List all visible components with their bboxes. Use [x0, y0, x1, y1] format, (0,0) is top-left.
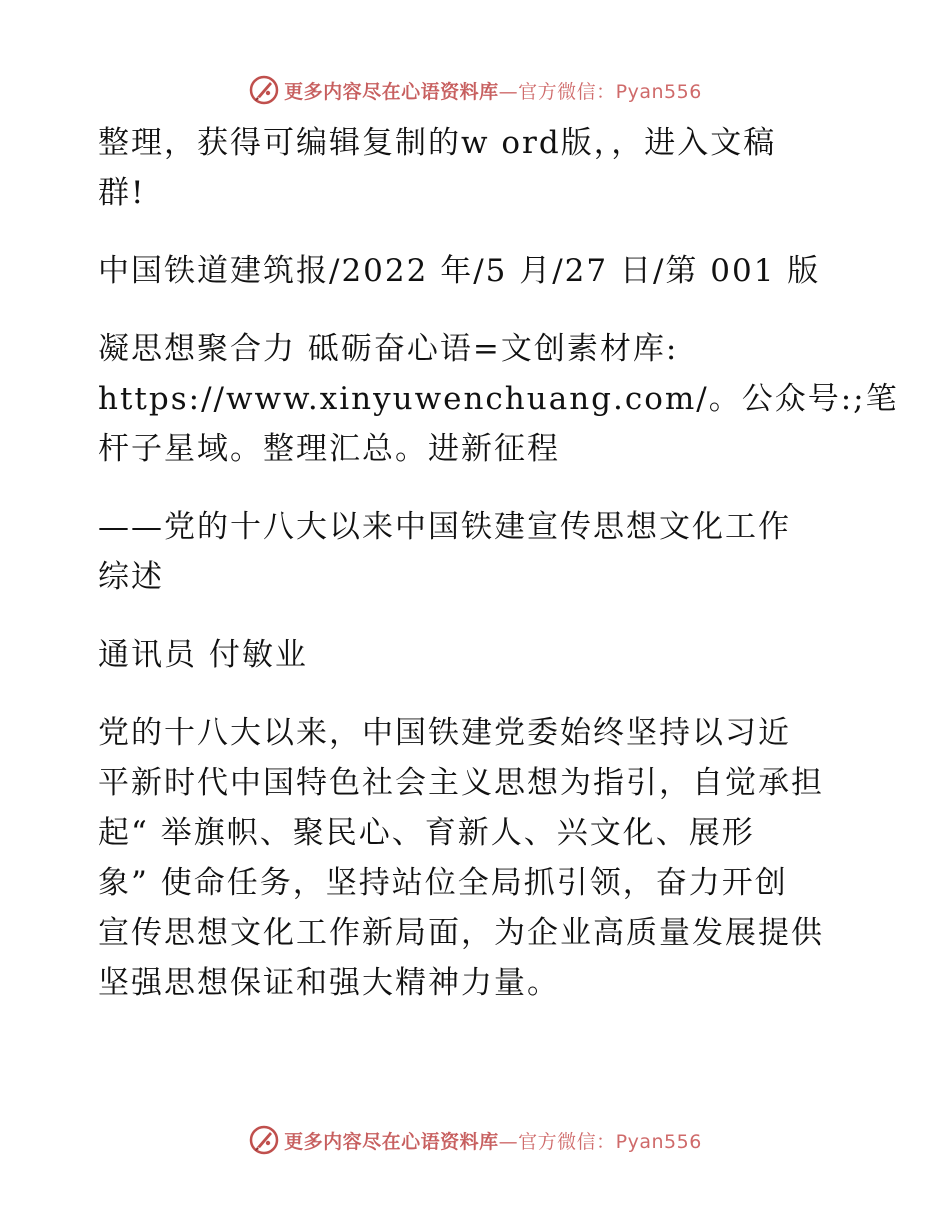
author-line: 通讯员 付敏业 [98, 637, 308, 673]
banner-site-text: 更多内容尽在心语资料库 [284, 1130, 499, 1153]
text-line: 杆子星域。整理汇总。进新征程 [98, 431, 560, 467]
paragraph-gap [98, 602, 858, 630]
text-line: 群! [98, 175, 146, 211]
text-line: 凝思想聚合力 砥砺奋心语=文创素材库: [98, 331, 679, 367]
banner-site-text: 更多内容尽在心语资料库 [284, 80, 499, 103]
paragraph-line: 平新时代中国特色社会主义思想为指引，自觉承担 [98, 765, 824, 801]
quill-logo-icon [248, 74, 280, 106]
document-body [98, 118, 899, 1008]
paragraph-line: 坚强思想保证和强大精神力量。 [98, 965, 560, 1001]
subtitle-line: 综述 [98, 559, 164, 595]
paragraph-line: 起“ 举旗帜、聚民心、育新人、兴文化、展形 [98, 815, 755, 851]
quill-logo-icon [248, 1124, 280, 1156]
paragraph-line: 宣传思想文化工作新局面，为企业高质量发展提供 [98, 915, 824, 951]
paragraph-line: 党的十八大以来，中国铁建党委始终坚持以习近 [98, 715, 791, 751]
header-watermark-banner [0, 70, 950, 110]
paragraph-gap [98, 296, 858, 324]
banner-contact-text: —官方微信：Pyan556 [498, 80, 702, 103]
banner-contact-text: —官方微信：Pyan556 [498, 1130, 702, 1153]
publication-line: 中国铁道建筑报/2022 年/5 月/27 日/第 001 版 [98, 253, 821, 289]
paragraph-gap [98, 474, 858, 502]
paragraph-line: 象” 使命任务，坚持站位全局抓引领，奋力开创 [98, 865, 788, 901]
paragraph-gap [98, 218, 858, 246]
subtitle-line: ——党的十八大以来中国铁建宣传思想文化工作 [98, 509, 791, 545]
text-line: https://www.xinyuwenchuang.com/。公众号:;笔 [98, 381, 899, 417]
text-line: 整理，获得可编辑复制的w ord版，，进入文稿 [98, 125, 777, 161]
footer-watermark-banner [0, 1120, 950, 1160]
paragraph-gap [98, 680, 858, 708]
